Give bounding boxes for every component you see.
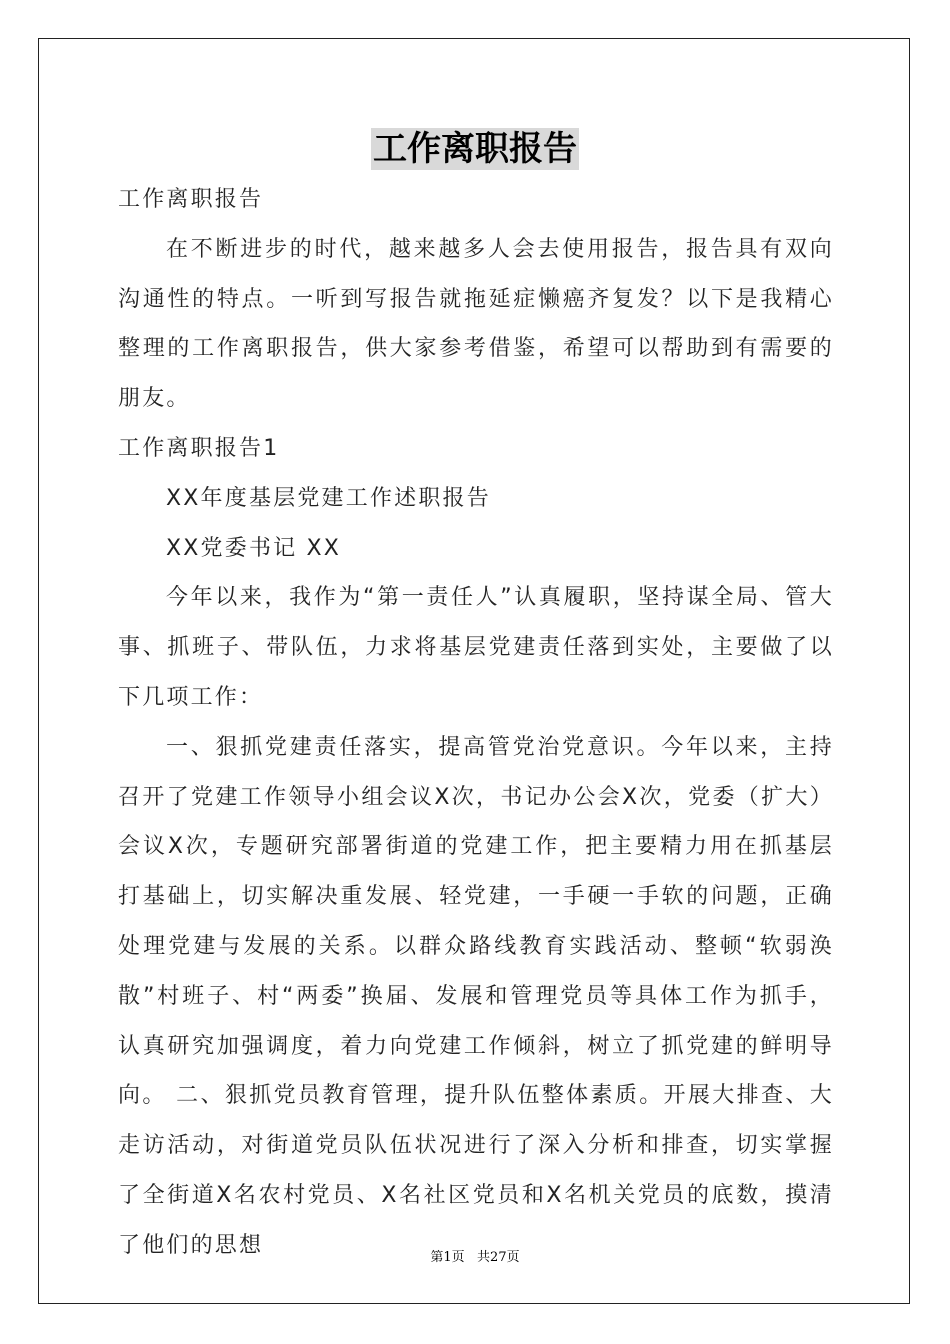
body-paragraph: 今年以来，我作为“第一责任人”认真履职，坚持谋全局、管大事、抓班子、带队伍，力求将基层党建责任落到实处，主要做了以下几项工作：: [118, 585, 834, 710]
document-body: [118, 175, 834, 1271]
body-paragraph: 一、狠抓党建责任落实，提高管党治党意识。今年以来，主持召开了党建工作领导小组会议X次，书记办公会X次，党委（扩大）会议X次，专题研究部署街道的党建工作，把主要精力用在抓基层打基础上，切实解决重发展、轻党建，一手硬一手软的问题，正确处理党建与发展的关系。以群众路线教育实践活动、整顿“软弱涣散”村班子、村“两委”换届、发展和管理党员等具体工作为抓手，认真研究加强调度，着力向党建工作倾斜，树立了抓党建的鲜明导向。 二、狠抓党员教育管理，提升队伍整体素质。开展大排查、大走访活动，对街道党员队伍状况进行了深入分析和排查，切实掌握了全街道X名农村党员、X名社区党员和X名机关党员的底数，摸清了他们的思想: [118, 734, 834, 1258]
body-paragraph: 工作离职报告: [118, 187, 264, 212]
page-footer: 第1页 共27页: [430, 1250, 520, 1265]
body-paragraph: 工作离职报告1: [118, 435, 280, 461]
body-paragraph: 在不断进步的时代，越来越多人会去使用报告，报告具有双向沟通性的特点。一听到写报告就拖延症懒癌齐复发？以下是我精心整理的工作离职报告，供大家参考借鉴，希望可以帮助到有需要的朋友。: [118, 236, 834, 412]
document-title: 工作离职报告: [373, 129, 577, 169]
title-container: [0, 128, 950, 170]
body-paragraph: XX年度基层党建工作述职报告: [166, 485, 491, 511]
body-paragraph: XX党委书记 XX: [166, 535, 342, 561]
